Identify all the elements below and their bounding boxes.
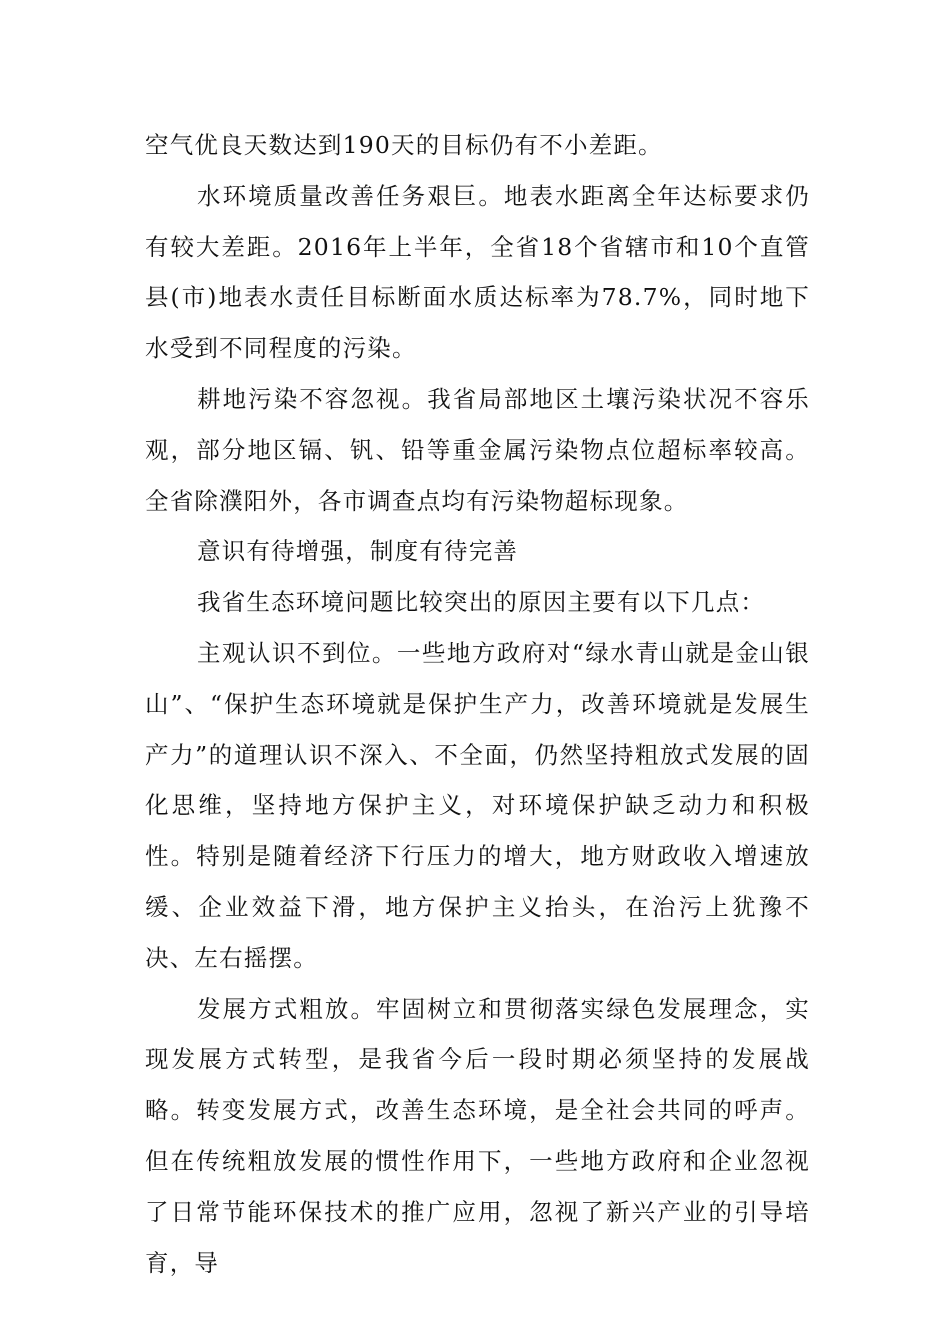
body-text (145, 120, 810, 1288)
section-heading-awareness: 意识有待增强，制度有待完善 (197, 537, 519, 566)
paragraph-water-environment: 水环境质量改善任务艰巨。地表水距离全年达标要求仍有较大差距。2016年上半年，全省18个省辖市和10个直管县(市)地表水责任目标断面水质达标率为78.7%，同时地下水受到不同程度的污染。 (145, 181, 810, 363)
paragraph-air-quality: 空气优良天数达到190天的目标仍有不小差距。 (145, 131, 663, 159)
paragraph-farmland-pollution: 耕地污染不容忽视。我省局部地区土壤污染状况不容乐观，部分地区镉、钒、铅等重金属污染物点位超标率较高。全省除濮阳外，各市调查点均有污染物超标现象。 (145, 384, 810, 515)
paragraph-development-mode: 发展方式粗放。牢固树立和贯彻落实绿色发展理念，实现发展方式转型，是我省今后一段时期必须坚持的发展战略。转变发展方式，改善生态环境，是全社会共同的呼声。但在传统粗放发展的惯性作用下，一些地方政府和企业忽视了日常节能环保技术的推广应用，忽视了新兴产业的引导培育，导 (145, 994, 810, 1277)
paragraph-causes-intro: 我省生态环境问题比较突出的原因主要有以下几点： (197, 588, 766, 617)
paragraph-subjective-awareness: 主观认识不到位。一些地方政府对“绿水青山就是金山银山”、“保护生态环境就是保护生产力，改善环境就是发展生产力”的道理认识不深入、不全面，仍然坚持粗放式发展的固化思维，坚持地方保护主义，对环境保护缺乏动力和积极性。特别是随着经济下行压力的增大，地方财政收入增速放缓、企业效益下滑，地方保护主义抬头，在治污上犹豫不决、左右摇摆。 (145, 638, 810, 972)
